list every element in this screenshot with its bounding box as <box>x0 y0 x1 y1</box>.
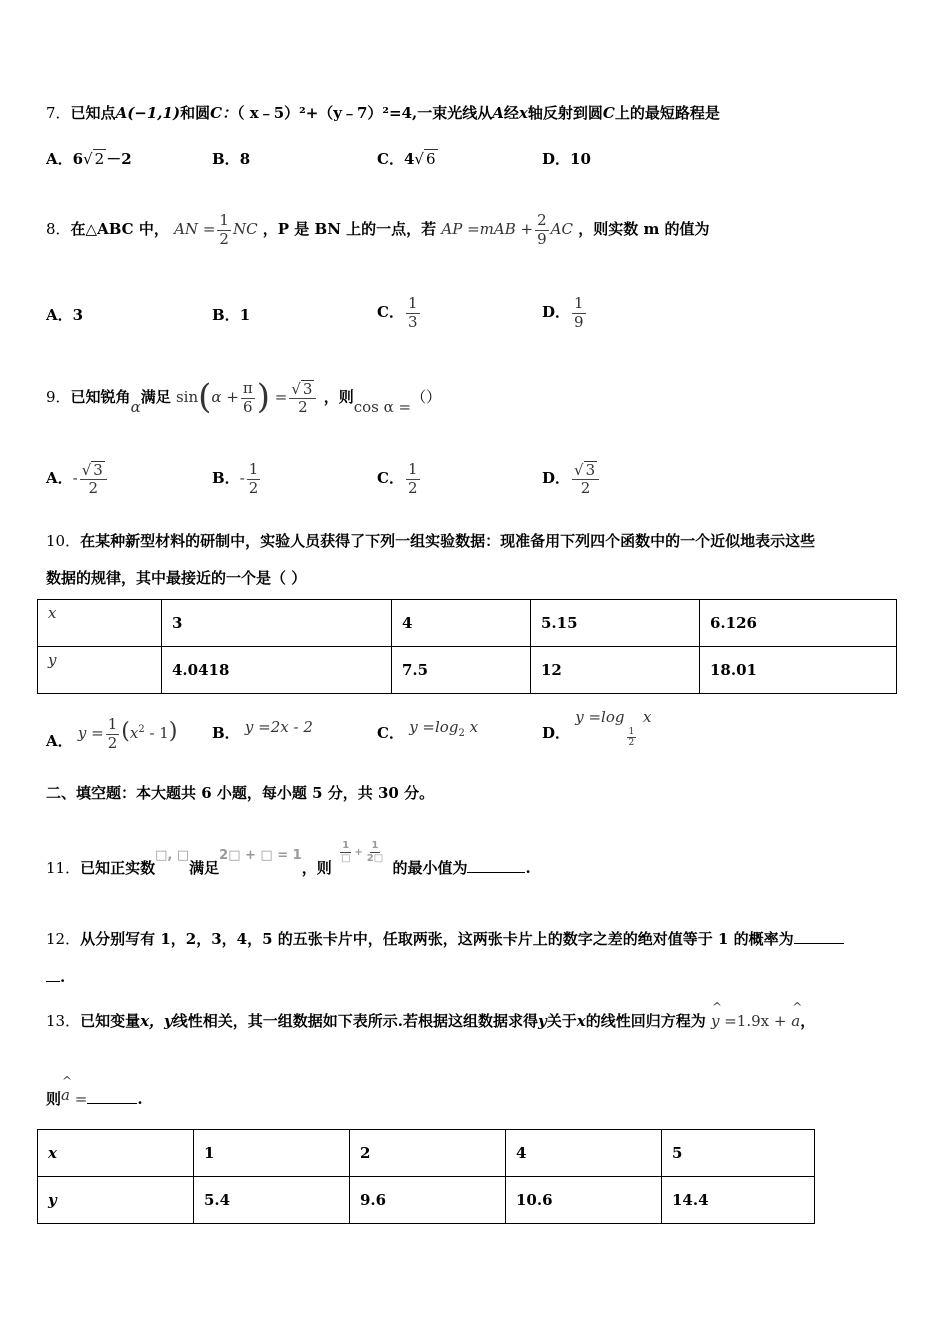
q7-text: 已知点 <box>70 104 116 122</box>
option-label: A． <box>46 732 73 750</box>
option-label: A． <box>46 306 73 324</box>
q12-text: . <box>60 968 66 986</box>
q11-frac-num: 1 <box>371 840 379 851</box>
q8-option-b[interactable] <box>212 304 250 325</box>
q8-frac-den: 2 <box>219 229 229 248</box>
q8-option-c[interactable] <box>377 282 422 342</box>
option-label: B． <box>212 306 240 324</box>
q9-cos: cos α = <box>353 398 412 416</box>
option-label: C． <box>377 724 404 742</box>
option-label: B． <box>212 724 240 742</box>
q7-text: 上的最短路程是 <box>614 104 720 122</box>
q8-text: ，P 是 BN 上的一点，若 <box>262 220 437 238</box>
option-math: - 1 <box>144 724 169 742</box>
option-value: 8 <box>239 150 251 168</box>
option-math: x <box>638 708 652 726</box>
q9-math: ( <box>198 377 212 417</box>
option-formula: y =2x - 2 <box>244 718 313 736</box>
option-label: B． <box>212 150 240 168</box>
option-value: 10 <box>570 150 591 168</box>
table-row <box>38 600 897 647</box>
q9-text: 满足 <box>140 388 171 406</box>
table-head-cell: x <box>38 1130 194 1177</box>
table-cell: 9.6 <box>350 1177 506 1224</box>
q13-text: . <box>137 1090 143 1108</box>
table-head-cell <box>38 647 162 694</box>
q7-option-d[interactable] <box>542 148 591 169</box>
option-label: C． <box>377 469 404 487</box>
option-math: 2 <box>138 724 145 735</box>
q9-math: α <box>211 388 222 406</box>
q12-answer-blank[interactable] <box>794 943 844 944</box>
q10-text: 在某种新型材料的研制中，实验人员获得了下列一组实验数据：现准备用下列四个函数中的一个近似地表示这些 <box>80 532 816 550</box>
option-formula <box>575 708 652 749</box>
q8-an-formula <box>174 211 258 248</box>
table-row <box>38 1177 815 1224</box>
q9-math: + <box>226 388 239 406</box>
option-radicand: 6 <box>425 150 436 168</box>
q8-text: 在△ABC 中， <box>70 220 169 238</box>
q7-text: 经 <box>503 104 519 122</box>
q9-number: 9． <box>46 388 71 406</box>
option-sign: - <box>239 469 245 487</box>
q9-math: = <box>274 388 288 406</box>
q13-math: = <box>74 1090 88 1108</box>
option-label: C． <box>377 303 404 321</box>
q8-math: AN <box>174 220 199 238</box>
q7-option-c[interactable]: C．4√ 6 <box>377 150 436 168</box>
q7-option-a[interactable]: A．6√ 2 －2 <box>46 150 132 168</box>
q11-condition: 2□ + □ = 1 <box>219 848 302 863</box>
q11-frac-den: □ <box>340 852 351 864</box>
table-head-cell: y <box>38 1177 194 1224</box>
q7-var: A <box>492 104 504 122</box>
table-head-cell <box>38 600 162 647</box>
q9-frac-num: π <box>242 379 253 398</box>
option-frac-den: 9 <box>574 312 584 331</box>
q7-circle: C： <box>210 104 238 122</box>
q8-stem <box>46 202 710 256</box>
q13-stem <box>46 1010 815 1031</box>
q10-option-b[interactable] <box>212 718 313 743</box>
table-cell: 5.15 <box>531 600 700 647</box>
table-cell: 2 <box>350 1130 506 1177</box>
q13-vars: x，y <box>140 1012 173 1030</box>
q10-number: 10． <box>46 532 81 550</box>
option-radicand: 3 <box>93 460 103 479</box>
option-math: x <box>129 724 139 742</box>
q11-math: + <box>354 847 363 858</box>
q7-text: 一束光线从 <box>417 104 493 122</box>
option-math: = <box>91 724 104 742</box>
q10-data-table <box>37 599 897 694</box>
table-cell: 14.4 <box>662 1177 815 1224</box>
q10-option-c[interactable] <box>377 718 479 745</box>
q13-ahat: ^ a <box>791 1012 800 1030</box>
q11-text: 满足 <box>189 859 220 877</box>
q13-regression <box>711 1012 800 1030</box>
q9-alpha: α <box>130 398 141 416</box>
option-label: A． <box>46 150 73 168</box>
q12-stem-cont <box>46 968 65 986</box>
q11-text: ，则 <box>301 859 332 877</box>
option-formula <box>77 715 178 752</box>
q13-answer-blank[interactable] <box>87 1103 137 1104</box>
q13-var: x <box>576 1012 586 1030</box>
q9-math: ) <box>256 377 270 417</box>
table-head-text: y <box>48 651 57 669</box>
table-cell: 5 <box>662 1130 815 1177</box>
q13-text: 关于 <box>546 1012 577 1030</box>
option-label: C． <box>377 150 404 168</box>
q9-option-d[interactable]: D． $\frac{√ 3}{2}$ <box>542 446 601 510</box>
option-radicand: 2 <box>94 150 105 168</box>
option-sign: - <box>72 469 78 487</box>
option-radicand: 3 <box>585 460 596 479</box>
option-math: ) <box>168 719 178 744</box>
q7-equation: （ x﹣5）²+（y﹣7）²=4, <box>237 104 418 122</box>
q11-text: . <box>525 859 531 877</box>
option-label: D． <box>542 150 571 168</box>
q10-stem-line1 <box>46 530 815 551</box>
option-math: x <box>464 718 479 736</box>
q8-math: + <box>520 220 534 238</box>
table-row <box>38 647 897 694</box>
q9-frac-den: 2 <box>298 398 308 416</box>
q11-answer-blank[interactable] <box>467 872 525 873</box>
q11-stem <box>46 812 531 909</box>
table-cell: 7.5 <box>392 647 531 694</box>
q8-math: = <box>202 220 216 238</box>
q13-math: =1.9x + <box>724 1012 787 1030</box>
option-frac-num: 1 <box>407 294 418 313</box>
q12-stem <box>46 928 844 949</box>
option-frac-den: 2 <box>88 479 99 497</box>
table-head-text: x <box>48 604 57 622</box>
option-math: y <box>77 724 87 742</box>
q8-option-d[interactable] <box>542 282 588 342</box>
q8-math: AP <box>441 220 463 238</box>
table-cell: 5.4 <box>194 1177 350 1224</box>
q9-text: 已知锐角 <box>70 388 131 406</box>
q8-ap-formula <box>441 211 573 248</box>
q13-text: 则 <box>46 1090 62 1108</box>
q9-math: sin <box>175 388 199 406</box>
table-cell: 18.01 <box>700 647 897 694</box>
q12-answer-blank-cont[interactable] <box>46 981 60 982</box>
option-frac-den: 2 <box>628 738 635 749</box>
option-value: －2 <box>106 150 132 168</box>
option-math: y =log <box>575 708 625 726</box>
option-frac-den: 2 <box>248 478 259 497</box>
q8-math: = <box>467 220 480 238</box>
q13-yhat: ^ y <box>711 1012 719 1030</box>
table-cell: 4 <box>392 600 531 647</box>
q8-option-a[interactable] <box>46 304 83 325</box>
option-math: ( <box>121 719 130 744</box>
q11-frac-num: 1 <box>342 840 350 851</box>
option-value: 1 <box>239 306 251 324</box>
option-value: 6 <box>72 150 84 168</box>
q8-math: NC <box>232 220 258 238</box>
q10-option-d[interactable] <box>542 708 652 765</box>
option-label: A． <box>46 469 73 487</box>
q12-text: 从分别写有 1，2，3，4，5 的五张卡片中，任取两张，这两张卡片上的数字之差的绝对值等于 1 的概率为 <box>80 930 794 948</box>
option-frac-den: 2 <box>107 733 118 752</box>
q12-number: 12． <box>46 930 81 948</box>
table-cell: 4.0418 <box>162 647 392 694</box>
q9-option-b[interactable] <box>212 446 262 510</box>
option-value: 4 <box>403 150 415 168</box>
option-label: D． <box>542 303 571 321</box>
q8-text: ，则实数 m 的值为 <box>578 220 710 238</box>
q13-text: 已知变量 <box>80 1012 141 1030</box>
option-label: B． <box>212 469 240 487</box>
option-label: D． <box>542 469 571 487</box>
section-heading: 二、填空题：本大题共 6 小题，每小题 5 分，共 30 分。 <box>46 784 435 802</box>
table-cell: 10.6 <box>506 1177 662 1224</box>
q7-point: A(−1,1) <box>115 104 181 122</box>
q9-sin-formula: sin(α + $\frac{\pi}{6}$ ) = $\frac{√ 3}{2}$ <box>176 388 319 406</box>
q8-math: AC <box>550 220 573 238</box>
table-cell: 1 <box>194 1130 350 1177</box>
q11-number: 11． <box>46 859 81 877</box>
q8-frac-num: 2 <box>537 211 547 230</box>
q13-text: 线性相关，其一组数据如下表所示.若根据这组数据求得 <box>172 1012 539 1030</box>
q7-var: x <box>518 104 528 122</box>
q10-option-a[interactable] <box>46 700 177 771</box>
q7-number: 7． <box>46 104 71 122</box>
option-frac-num: 1 <box>248 460 259 479</box>
q9-radicand: 3 <box>302 379 313 398</box>
q7-option-b[interactable] <box>212 148 250 169</box>
q13-text: ， <box>800 1012 816 1030</box>
option-frac-den: 2 <box>407 478 418 497</box>
q11-text: 的最小值为 <box>392 859 468 877</box>
q11-text: 已知正实数 <box>80 859 156 877</box>
q9-stem <box>46 362 441 442</box>
q7-text: 轴反射到圆 <box>527 104 603 122</box>
option-frac-num: 1 <box>574 294 584 313</box>
option-value: 3 <box>72 306 84 324</box>
q8-math: mAB <box>479 220 516 238</box>
q9-text: ，则 <box>323 388 354 406</box>
q8-frac-den: 9 <box>537 229 547 248</box>
q11-vars: □, □ <box>155 848 190 863</box>
q7-var: C <box>602 104 615 122</box>
option-frac-den: 2 <box>580 479 591 497</box>
option-math: 2 <box>458 728 465 739</box>
q9-option-a[interactable]: A．- $\frac{√ 3}{2}$ <box>46 446 109 510</box>
q13-text: 的线性回归方程为 <box>585 1012 706 1030</box>
q8-number: 8． <box>46 220 71 238</box>
q13-number: 13． <box>46 1012 81 1030</box>
q8-frac-num: 1 <box>219 211 229 230</box>
option-label: D． <box>542 724 571 742</box>
option-frac-num: 1 <box>628 727 635 737</box>
q9-paren: （） <box>411 388 442 406</box>
q11-expression <box>337 812 387 894</box>
q13-ahat: ^ a <box>61 1086 70 1104</box>
option-math: y =log <box>409 718 459 736</box>
table-cell: 4 <box>506 1130 662 1177</box>
table-cell: 6.126 <box>700 600 897 647</box>
q7-text: 和圆 <box>180 104 211 122</box>
q13-data-table <box>37 1129 815 1224</box>
q9-option-c[interactable] <box>377 446 422 510</box>
q13-answer-line <box>46 1086 143 1109</box>
q7-stem <box>46 102 720 123</box>
option-frac-num: 1 <box>107 715 118 734</box>
table-cell: 12 <box>531 647 700 694</box>
q13-var: y <box>538 1012 547 1030</box>
option-formula <box>409 718 479 739</box>
q9-frac-den: 6 <box>243 397 253 416</box>
q11-frac-den: 2□ <box>366 852 384 864</box>
option-frac-den: 3 <box>407 312 418 331</box>
table-cell: 3 <box>162 600 392 647</box>
table-row <box>38 1130 815 1177</box>
q10-stem-line2: 数据的规律，其中最接近的一个是（ ） <box>46 569 307 587</box>
option-frac-num: 1 <box>407 460 418 479</box>
